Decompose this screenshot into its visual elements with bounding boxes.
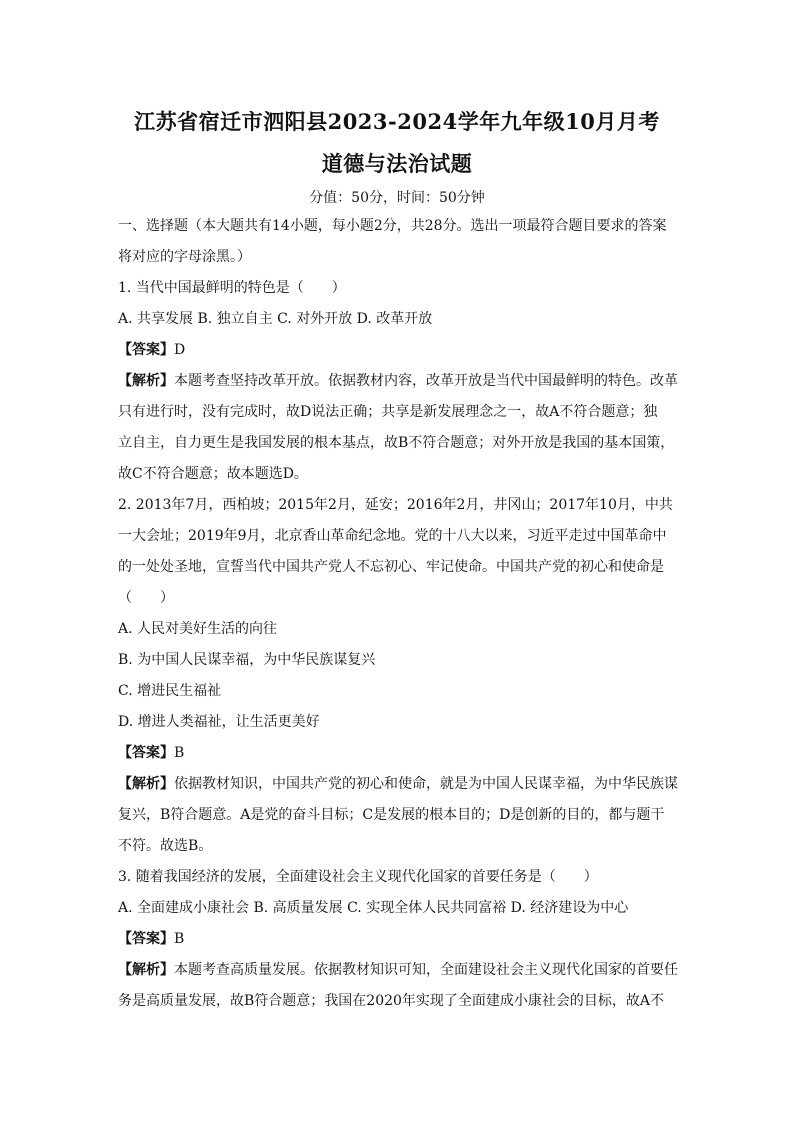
analysis-text: 本题考查高质量发展。依据教材知识可知，全面建设社会主义现代化国家的首要任 [174, 962, 678, 978]
question-2-analysis-line: 不符。故选B。 [118, 838, 213, 854]
question-3-answer [118, 927, 678, 958]
section-heading-line-2: 将对应的字母涂黑。） [118, 249, 251, 265]
question-1-stem: 1. 当代中国最鲜明的特色是（ ） [118, 280, 346, 296]
answer-tag: 【答案】 [118, 931, 174, 947]
question-1-analysis-line: 立自主，自力更生是我国发展的根本基点，故B不符合题意；对外开放是我国的基本国策， [118, 435, 675, 451]
question-2-option-b: B. 为中国人民谋幸福，为中华民族谋复兴 [118, 652, 376, 668]
question-1-answer [118, 338, 678, 369]
document-body [118, 214, 678, 1020]
exam-meta: 分值：50分，时间：50分钟 [309, 190, 485, 206]
question-2-analysis-line [118, 772, 678, 803]
answer-value: D [174, 342, 186, 358]
question-2-stem-line: 的一处处圣地，宣誓当代中国共产党人不忘初心、牢记使命。中国共产党的初心和使命是 [118, 559, 664, 575]
question-3-options: A. 全面建成小康社会 B. 高质量发展 C. 实现全体人民共同富裕 D. 经济建设为中心 [118, 900, 629, 916]
question-1-analysis-line: 故C不符合题意；故本题选D。 [118, 466, 308, 482]
question-2-option-a: A. 人民对美好生活的向往 [118, 621, 278, 637]
section-heading-line-1: 一、选择题（本大题共有14小题，每小题2分，共28分。选出一项最符合题目要求的答案 [118, 218, 667, 234]
question-2-stem-line: 一大会址；2019年9月，北京香山革命纪念地。党的十八大以来，习近平走过中国革命中 [118, 528, 667, 544]
question-1-options: A. 共享发展 B. 独立自主 C. 对外开放 D. 改革开放 [118, 311, 433, 327]
question-2-answer [118, 741, 678, 772]
question-2-option-c: C. 增进民生福祉 [118, 683, 222, 699]
document-title-line-2: 道德与法治试题 [321, 151, 473, 176]
question-2-analysis-line: 复兴，B符合题意。A是党的奋斗目标；C是发展的根本目的；D是创新的目的，都与题干 [118, 807, 665, 823]
answer-tag: 【答案】 [118, 745, 174, 761]
question-3-stem: 3. 随着我国经济的发展，全面建设社会主义现代化国家的首要任务是（ ） [118, 869, 598, 885]
analysis-tag: 【解析】 [118, 962, 174, 978]
question-1-analysis-line: 只有进行时，没有完成时，故D说法正确；共享是新发展理念之一，故A不符合题意；独 [118, 404, 658, 420]
question-1-analysis-line [118, 369, 678, 400]
question-3-analysis-line: 务是高质量发展，故B符合题意；我国在2020年实现了全面建成小康社会的目标，故A不 [118, 993, 665, 1009]
analysis-tag: 【解析】 [118, 776, 174, 792]
analysis-text: 依据教材知识，中国共产党的初心和使命，就是为中国人民谋幸福，为中华民族谋 [174, 776, 678, 792]
analysis-text: 本题考查坚持改革开放。依据教材内容，改革开放是当代中国最鲜明的特色。改革 [174, 373, 678, 389]
answer-tag: 【答案】 [118, 342, 174, 358]
question-2-option-d: D. 增进人类福祉，让生活更美好 [118, 714, 320, 730]
question-2-stem-line: 2. 2013年7月，西柏坡；2015年2月，延安；2016年2月，井冈山；2017年10月，中共 [118, 497, 673, 513]
answer-value: B [174, 931, 185, 947]
question-2-stem-line: （ ） [118, 590, 174, 606]
question-3-analysis-line [118, 958, 678, 989]
answer-value: B [174, 745, 185, 761]
analysis-tag: 【解析】 [118, 373, 174, 389]
document-title-line-1: 江苏省宿迁市泗阳县2023-2024学年九年级10月月考 [134, 109, 660, 134]
